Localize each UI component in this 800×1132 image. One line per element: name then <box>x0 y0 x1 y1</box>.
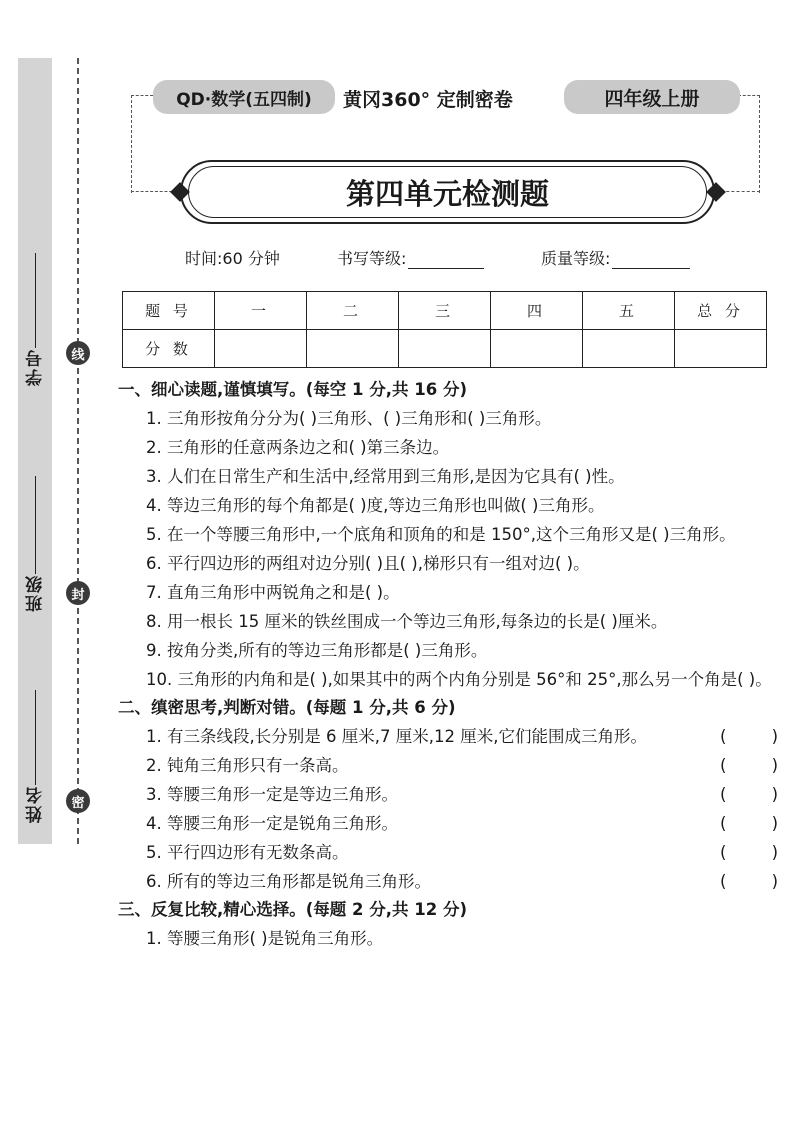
score-cell[interactable] <box>491 330 583 368</box>
question-item[interactable] <box>118 491 778 520</box>
question-text: 3. 人们在日常生产和生活中,经常用到三角形,是因为它具有( )性。 <box>146 467 625 486</box>
brand-title: 黄冈360° 定制密卷 <box>343 89 513 111</box>
answer-parentheses[interactable] <box>720 809 778 838</box>
student-number-line[interactable] <box>35 253 36 348</box>
score-cell[interactable] <box>583 330 675 368</box>
question-item[interactable] <box>118 924 778 953</box>
student-number-label: 学号 <box>25 348 46 386</box>
question-text: 4. 等边三角形的每个角都是( )度,等边三角形也叫做( )三角形。 <box>146 496 605 515</box>
question-item[interactable] <box>118 520 778 549</box>
score-value-row <box>123 330 767 368</box>
score-cell[interactable] <box>215 330 307 368</box>
judge-item[interactable] <box>118 780 778 809</box>
cut-line <box>77 58 79 844</box>
answer-parentheses[interactable] <box>720 867 778 896</box>
judge-text: 5. 平行四边形有无数条高。 <box>146 843 349 862</box>
paren-close: ) <box>771 727 778 746</box>
judge-text: 6. 所有的等边三角形都是锐角三角形。 <box>146 872 431 891</box>
class-line[interactable] <box>35 476 36 574</box>
writing-grade-blank[interactable] <box>408 251 484 269</box>
time-info: 时间:60 分钟 <box>185 249 280 268</box>
judge-text: 2. 钝角三角形只有一条高。 <box>146 756 349 775</box>
judge-item[interactable] <box>118 838 778 867</box>
paren-open: ( <box>720 814 727 833</box>
paren-close: ) <box>771 814 778 833</box>
judge-text: 1. 有三条线段,长分别是 6 厘米,7 厘米,12 厘米,它们能围成三角形。 <box>146 727 647 746</box>
writing-grade-label: 书写等级: <box>337 249 407 268</box>
score-header-row <box>123 292 767 330</box>
question-text: 8. 用一根长 15 厘米的铁丝围成一个等边三角形,每条边的长是( )厘米。 <box>146 612 668 631</box>
answer-parentheses[interactable] <box>720 722 778 751</box>
paren-open: ( <box>720 872 727 891</box>
paren-close: ) <box>771 872 778 891</box>
paren-close: ) <box>771 785 778 804</box>
question-text: 5. 在一个等腰三角形中,一个底角和顶角的和是 150°,这个三角形又是( )三角形。 <box>146 525 736 544</box>
score-header-cell: 二 <box>307 292 399 330</box>
header-frame-right <box>738 95 760 193</box>
question-text: 1. 等腰三角形( )是锐角三角形。 <box>146 929 384 948</box>
judge-text: 3. 等腰三角形一定是等边三角形。 <box>146 785 398 804</box>
quality-grade[interactable] <box>541 246 690 269</box>
paren-open: ( <box>720 785 727 804</box>
class-field[interactable] <box>20 476 50 612</box>
question-text: 7. 直角三角形中两锐角之和是( )。 <box>146 583 400 602</box>
answer-parentheses[interactable] <box>720 838 778 867</box>
judge-item[interactable] <box>118 722 778 751</box>
section-2-heading: 二、缜密思考,判断对错。(每题 1 分,共 6 分) <box>118 698 456 717</box>
question-item[interactable] <box>118 404 778 433</box>
seal-mi: 密 <box>66 789 90 813</box>
score-row-label: 分 数 <box>123 330 215 368</box>
score-header-cell: 四 <box>491 292 583 330</box>
name-field[interactable] <box>20 690 50 823</box>
paren-open: ( <box>720 843 727 862</box>
answer-parentheses[interactable] <box>720 780 778 809</box>
score-header-cell: 总 分 <box>675 292 767 330</box>
quality-grade-label: 质量等级: <box>541 249 611 268</box>
score-cell[interactable] <box>675 330 767 368</box>
page-title <box>180 160 715 224</box>
header-frame-left <box>131 95 153 193</box>
writing-grade[interactable] <box>337 246 484 269</box>
question-item[interactable] <box>118 636 778 665</box>
seal-feng: 封 <box>66 581 90 605</box>
class-label: 班级 <box>25 574 46 612</box>
paren-open: ( <box>720 727 727 746</box>
section-1-heading: 一、细心读题,谨慎填写。(每空 1 分,共 16 分) <box>118 380 468 399</box>
quality-grade-blank[interactable] <box>612 251 690 269</box>
student-number-field[interactable] <box>20 253 50 386</box>
page-title-text: 第四单元检测题 <box>345 176 549 211</box>
judge-item[interactable] <box>118 751 778 780</box>
question-item[interactable] <box>118 462 778 491</box>
question-item[interactable] <box>118 433 778 462</box>
question-item[interactable] <box>118 665 778 694</box>
question-item[interactable] <box>118 607 778 636</box>
score-cell[interactable] <box>307 330 399 368</box>
question-text: 2. 三角形的任意两条边之和( )第三条边。 <box>146 438 450 457</box>
question-content <box>118 376 778 953</box>
score-header-cell: 一 <box>215 292 307 330</box>
answer-parentheses[interactable] <box>720 751 778 780</box>
judge-text: 4. 等腰三角形一定是锐角三角形。 <box>146 814 398 833</box>
judge-item[interactable] <box>118 867 778 896</box>
question-text: 9. 按角分类,所有的等边三角形都是( )三角形。 <box>146 641 488 660</box>
paren-close: ) <box>771 756 778 775</box>
question-text: 10. 三角形的内角和是( ),如果其中的两个内角分别是 56°和 25°,那么另一个角是( )。 <box>146 670 772 689</box>
question-text: 6. 平行四边形的两组对边分别( )且( ),梯形只有一组对边( )。 <box>146 554 590 573</box>
score-table <box>122 291 767 368</box>
name-line[interactable] <box>35 690 36 785</box>
seal-xian: 线 <box>66 341 90 365</box>
question-text: 1. 三角形按角分分为( )三角形、( )三角形和( )三角形。 <box>146 409 552 428</box>
name-label: 姓名 <box>25 785 46 823</box>
paren-close: ) <box>771 843 778 862</box>
score-header-cell: 五 <box>583 292 675 330</box>
score-cell[interactable] <box>399 330 491 368</box>
score-header-cell: 题 号 <box>123 292 215 330</box>
score-header-cell: 三 <box>399 292 491 330</box>
judge-item[interactable] <box>118 809 778 838</box>
grade-pill: 四年级上册 <box>564 80 740 114</box>
question-item[interactable] <box>118 578 778 607</box>
paren-open: ( <box>720 756 727 775</box>
section-3-heading: 三、反复比较,精心选择。(每题 2 分,共 12 分) <box>118 900 468 919</box>
subject-pill: QD·数学(五四制) <box>153 80 335 114</box>
question-item[interactable] <box>118 549 778 578</box>
